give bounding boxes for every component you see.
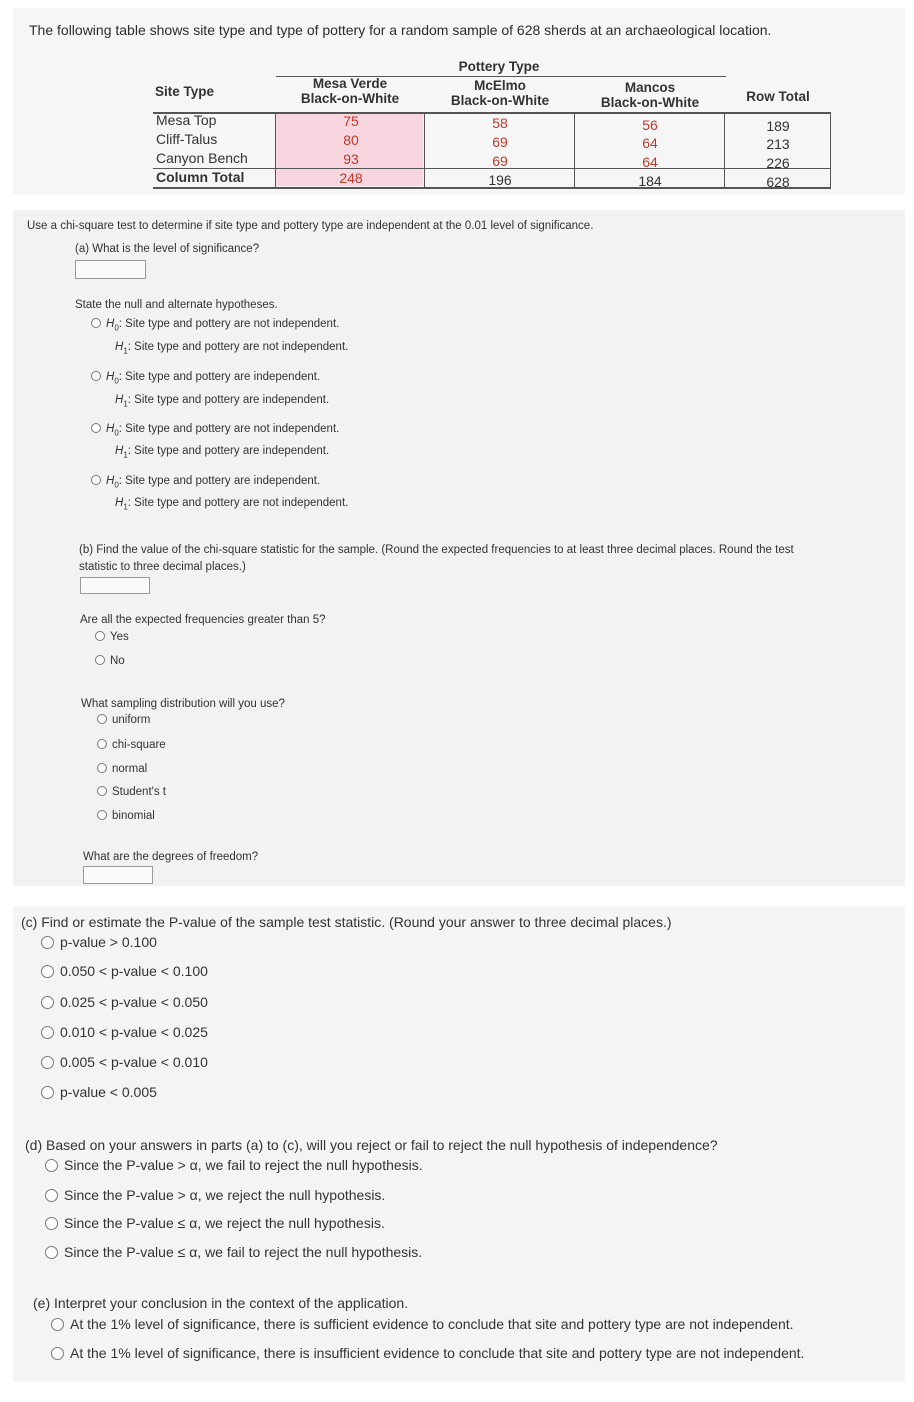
radio-icon[interactable] — [51, 1347, 64, 1360]
radio-icon[interactable] — [45, 1246, 58, 1259]
radio-icon[interactable] — [45, 1217, 58, 1230]
df-input[interactable] — [83, 866, 153, 884]
radio-icon[interactable] — [91, 318, 101, 328]
dist-option-normal[interactable]: normal — [97, 763, 147, 775]
radio-icon[interactable] — [41, 965, 54, 978]
grand-total: 628 — [766, 174, 790, 190]
row-label-canyon-bench: Canyon Bench — [156, 150, 248, 166]
radio-icon[interactable] — [97, 739, 107, 749]
row-total-header: Row Total — [746, 89, 810, 104]
expected-yes-option[interactable]: Yes — [95, 631, 129, 643]
row-total: 213 — [766, 136, 790, 152]
dist-option-chi-square[interactable]: chi-square — [97, 739, 166, 751]
hypothesis-option-2[interactable]: $H_0$: Site type and pottery are independent. — [91, 371, 320, 385]
radio-icon[interactable] — [97, 810, 107, 820]
cell: 75 — [343, 113, 359, 129]
df-question: What are the degrees of freedom? — [83, 851, 259, 863]
cell: 80 — [343, 132, 359, 148]
dist-option-binomial[interactable]: binomial — [97, 810, 155, 822]
radio-icon[interactable] — [41, 1056, 54, 1069]
radio-icon[interactable] — [45, 1159, 58, 1172]
part-c-question: (c) Find or estimate the P-value of the sample test statistic. (Round your answer to three decimal places.) — [21, 914, 672, 930]
radio-icon[interactable] — [91, 475, 101, 485]
hypothesis-option-3[interactable]: $H_0$: Site type and pottery are not independent. — [91, 423, 339, 437]
column-total: 196 — [488, 172, 512, 188]
pottery-type-header: Pottery Type — [458, 59, 540, 74]
hypothesis-option-4[interactable]: $H_0$: Site type and pottery are independent. — [91, 475, 320, 489]
hypothesis-option-3-h1: $H_1$: Site type and pottery are independent. — [115, 445, 330, 460]
expected-no-option[interactable]: No — [95, 655, 125, 667]
decision-option-2[interactable]: Since the P-value > α, we reject the null hypothesis. — [45, 1187, 385, 1203]
pvalue-option-4[interactable]: 0.010 < p-value < 0.025 — [41, 1024, 208, 1040]
cell: 64 — [642, 135, 658, 151]
cell: 64 — [642, 154, 658, 170]
radio-icon[interactable] — [41, 1026, 54, 1039]
conclusion-option-1[interactable]: At the 1% level of significance, there is sufficient evidence to conclude that site and pottery type are not independent. — [51, 1316, 794, 1332]
pvalue-option-6[interactable]: p-value < 0.005 — [41, 1084, 157, 1100]
part-a-question: (a) What is the level of significance? — [75, 243, 260, 255]
question-panel-ab — [13, 210, 905, 886]
hypothesis-option-2-h1: $H_1$: Site type and pottery are independent. — [115, 394, 330, 409]
col-header-mesa-verde: Mesa Verde Black-on-White — [300, 76, 400, 106]
row-label-mesa-top: Mesa Top — [156, 112, 217, 128]
row-total: 226 — [766, 155, 790, 171]
question-panel-cde — [13, 906, 905, 1382]
col-header-mancos: Mancos Black-on-White — [600, 80, 700, 110]
radio-icon[interactable] — [95, 631, 105, 641]
instruction-text: Use a chi-square test to determine if site type and pottery type are independent at the 0.01 level of significance. — [27, 220, 594, 232]
radio-icon[interactable] — [41, 1086, 54, 1099]
radio-icon[interactable] — [41, 936, 54, 949]
decision-option-4[interactable]: Since the P-value ≤ α, we fail to reject the null hypothesis. — [45, 1244, 422, 1260]
col-header-mcelmo: McElmo Black-on-White — [450, 78, 550, 108]
row-label-column-total: Column Total — [156, 169, 245, 185]
hypothesis-option-1-h1: $H_1$: Site type and pottery are not independent. — [115, 341, 349, 356]
decision-option-1[interactable]: Since the P-value > α, we fail to reject the null hypothesis. — [45, 1157, 423, 1173]
expected-freq-question: Are all the expected frequencies greater than 5? — [80, 614, 326, 626]
radio-icon[interactable] — [97, 714, 107, 724]
decision-option-3[interactable]: Since the P-value ≤ α, we reject the null hypothesis. — [45, 1215, 385, 1231]
cell: 58 — [492, 115, 508, 131]
radio-icon[interactable] — [97, 763, 107, 773]
cell: 69 — [492, 153, 508, 169]
site-type-header: Site Type — [155, 84, 215, 99]
dist-option-student-t[interactable]: Student's t — [97, 786, 166, 798]
pvalue-option-5[interactable]: 0.005 < p-value < 0.010 — [41, 1054, 208, 1070]
pvalue-option-1[interactable]: p-value > 0.100 — [41, 934, 157, 950]
cell: 93 — [343, 151, 359, 167]
radio-icon[interactable] — [45, 1189, 58, 1202]
cell: 56 — [642, 117, 658, 133]
chi-square-input[interactable] — [80, 577, 150, 594]
part-e-question: (e) Interpret your conclusion in the context of the application. — [33, 1295, 409, 1311]
part-d-question: (d) Based on your answers in parts (a) to (c), will you reject or fail to reject the null hypothesis of independence? — [25, 1137, 718, 1153]
radio-icon[interactable] — [91, 371, 101, 381]
intro-text: The following table shows site type and type of pottery for a random sample of 628 sherds at an archaeological location. — [29, 22, 772, 38]
hypotheses-prompt: State the null and alternate hypotheses. — [75, 299, 278, 311]
radio-icon[interactable] — [91, 423, 101, 433]
cell: 69 — [492, 134, 508, 150]
radio-icon[interactable] — [41, 996, 54, 1009]
radio-icon[interactable] — [95, 655, 105, 665]
pvalue-option-2[interactable]: 0.050 < p-value < 0.100 — [41, 963, 208, 979]
distribution-question: What sampling distribution will you use? — [81, 698, 285, 710]
dist-option-uniform[interactable]: uniform — [97, 714, 150, 726]
row-label-cliff-talus: Cliff-Talus — [156, 131, 218, 147]
part-b-question: (b) Find the value of the chi-square statistic for the sample. (Round the expected frequencies to at least three decimal places. Round the test — [79, 544, 794, 556]
column-total: 184 — [638, 173, 662, 189]
pvalue-option-3[interactable]: 0.025 < p-value < 0.050 — [41, 994, 208, 1010]
data-table-panel — [13, 8, 905, 194]
part-b-question-cont: statistic to three decimal places.) — [79, 561, 246, 573]
radio-icon[interactable] — [51, 1318, 64, 1331]
conclusion-option-2[interactable]: At the 1% level of significance, there is insufficient evidence to conclude that site and pottery type are not independent. — [51, 1345, 804, 1361]
column-total: 248 — [339, 170, 363, 186]
row-total: 189 — [766, 118, 790, 134]
hypothesis-option-1[interactable]: $H_0$: Site type and pottery are not independent. — [91, 318, 339, 332]
radio-icon[interactable] — [97, 786, 107, 796]
hypothesis-option-4-h1: $H_1$: Site type and pottery are not independent. — [115, 497, 349, 512]
significance-input[interactable] — [75, 260, 146, 279]
